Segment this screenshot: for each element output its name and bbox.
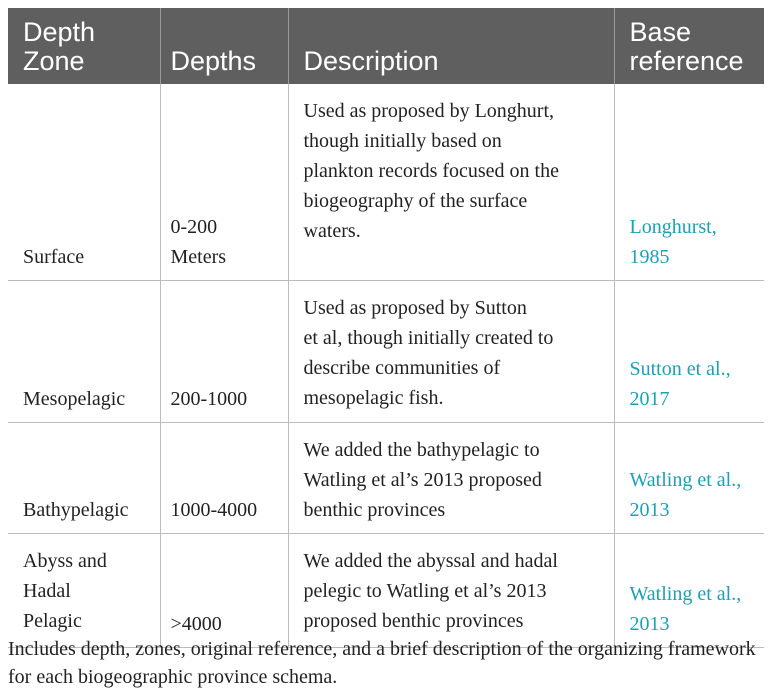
cell-description: Used as proposed by Longhurt, though initially based on plankton records focused on the biogeography of the surface waters. <box>288 84 614 280</box>
reference-link[interactable]: Longhurst, 1985 <box>614 84 764 280</box>
table-row <box>8 280 764 422</box>
header-description: Description <box>288 8 614 84</box>
cell-depths: 200-1000 <box>160 280 288 422</box>
reference-link[interactable]: Watling et al., 2013 <box>614 422 764 533</box>
table-header <box>8 8 764 84</box>
cell-depths: >4000 <box>160 533 288 647</box>
header-base-reference: Base reference <box>614 8 764 84</box>
table-footnote: Includes depth, zones, original reference, and a brief description of the organizing framework for each biogeographic province schema. <box>8 638 756 688</box>
cell-depths: 0-200 Meters <box>160 84 288 280</box>
reference-link[interactable]: Sutton et al., 2017 <box>614 280 764 422</box>
table-row <box>8 84 764 280</box>
header-depth-zone: Depth Zone <box>8 8 160 84</box>
table-row <box>8 422 764 533</box>
cell-description: We added the bathypelagic to Watling et al’s 2013 proposed benthic provinces <box>288 422 614 533</box>
cell-zone: Mesopelagic <box>8 280 160 422</box>
cell-description: Used as proposed by Sutton et al, though initially created to describe communities of mesopelagic fish. <box>288 280 614 422</box>
table-body <box>8 84 764 647</box>
cell-zone: Abyss and Hadal Pelagic <box>8 533 160 647</box>
header-row <box>8 8 764 84</box>
cell-zone: Bathypelagic <box>8 422 160 533</box>
table-row <box>8 533 764 647</box>
header-depths: Depths <box>160 8 288 84</box>
cell-description: We added the abyssal and hadal pelegic to Watling et al’s 2013 proposed benthic provinces <box>288 533 614 647</box>
reference-link[interactable]: Watling et al., 2013 <box>614 533 764 647</box>
cell-depths: 1000-4000 <box>160 422 288 533</box>
cell-zone: Surface <box>8 84 160 280</box>
depth-zone-table <box>8 8 764 648</box>
